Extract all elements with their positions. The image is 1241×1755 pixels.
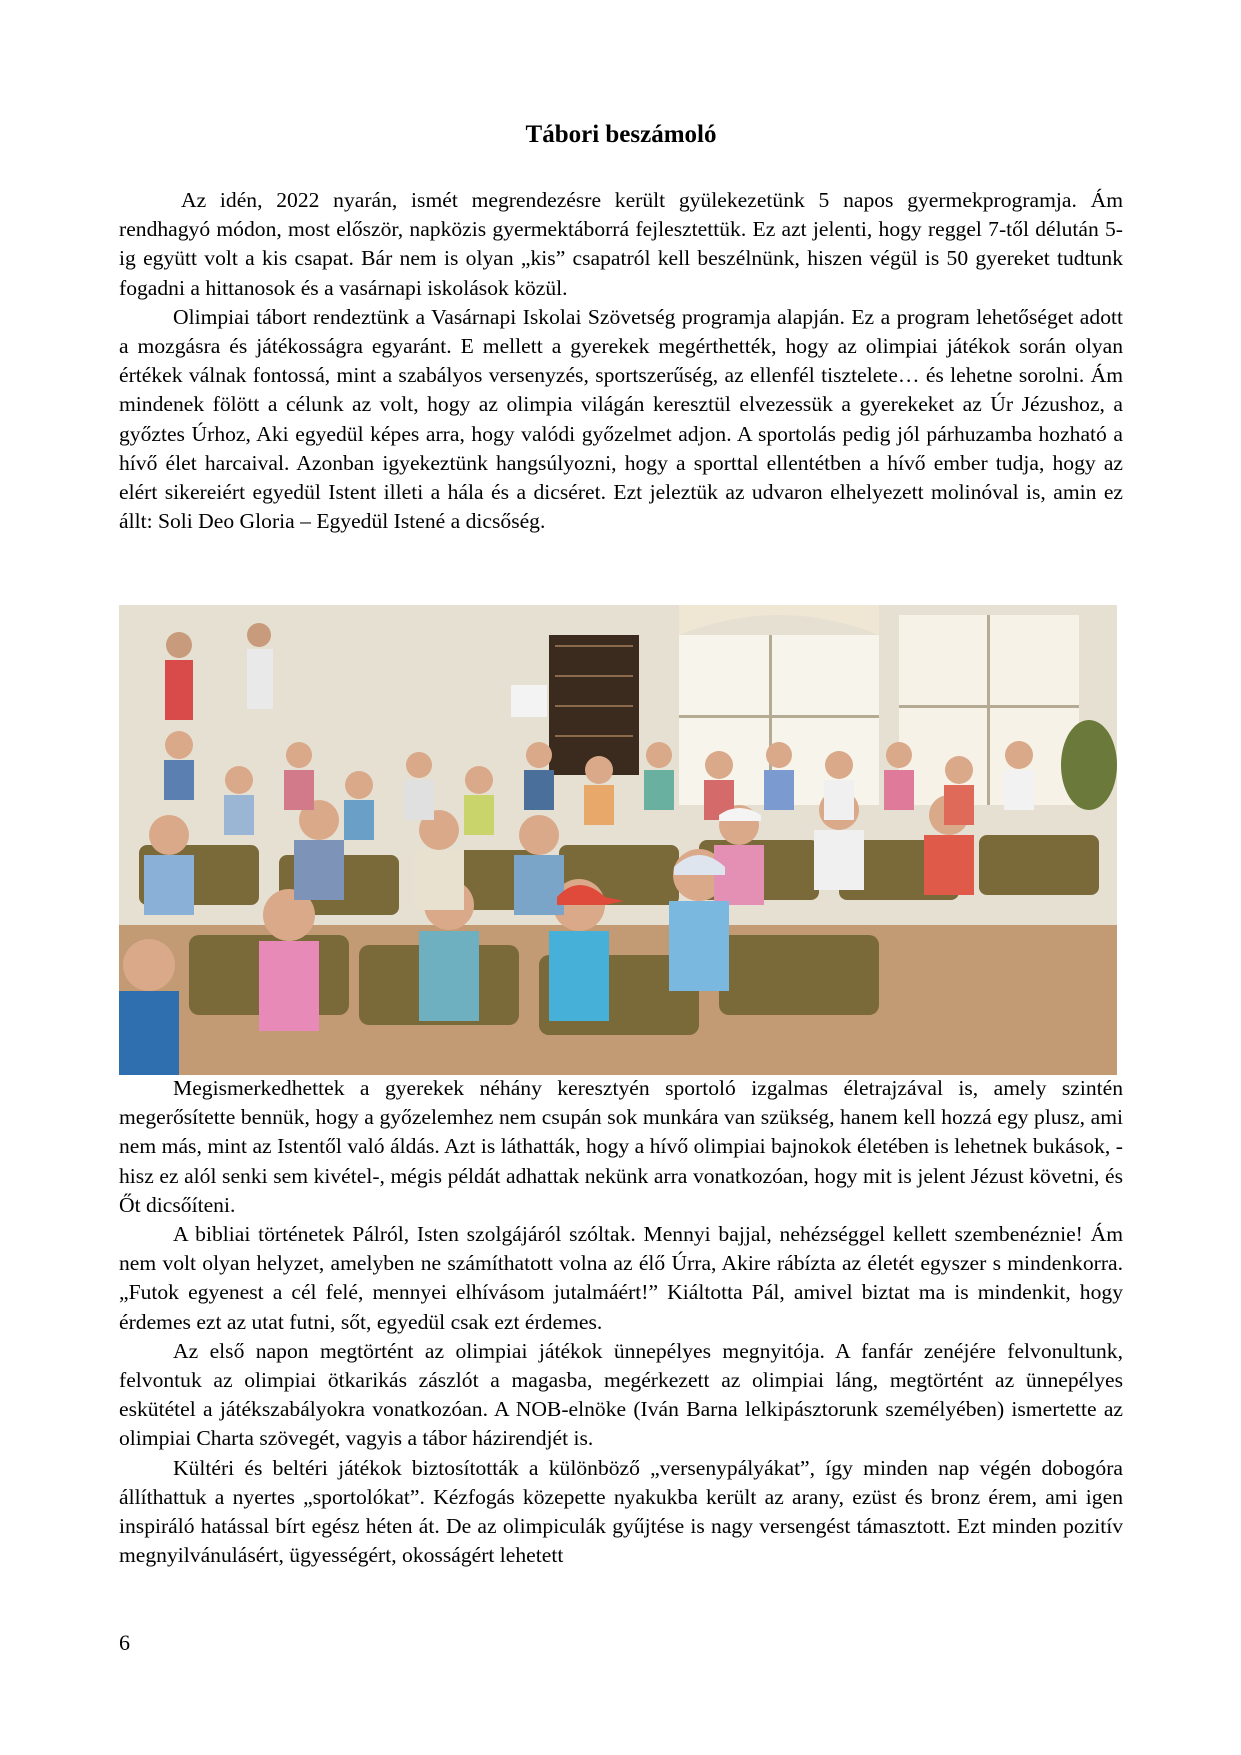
paragraph: Az idén, 2022 nyarán, ismét megrendezésre került gyülekezetünk 5 napos gyermekprogramja. Ám rendhagyó módon, most először, napközis gyermektáborrá fejlesztettük. Ez azt jelenti, hogy reggel 7-től délután 5-ig együtt volt a kis csapat. Bár nem is olyan „kis” csapatról kell beszélnünk, hiszen végül is 50 gyereket tudtunk fogadni a hittanosok és a vasárnapi iskolások közül. [119, 188, 1123, 300]
paragraph: Az első napon megtörtént az olimpiai játékok ünnepélyes megnyitója. A fanfár zenéjére felvonultunk, felvontuk az olimpiai ötkarikás zászlót a magasba, megérkezett az olimpiai láng, megtörtént az ünnepélyes eskütétel a játékszabályokra vonatkozóan. A NOB-elnöke (Iván Barna lelkipásztorunk személyében) ismertette az olimpiai Charta szövegét, vagyis a tábor házirendjét is. [119, 1338, 1123, 1451]
text-block-top [119, 186, 1123, 536]
paragraph: Olimpiai tábort rendeztünk a Vasárnapi Iskolai Szövetség programja alapján. Ez a program lehetőséget adott a mozgásra és játékosságra egyaránt. E mellett a gyerekek megérthették, hogy az olimpiai játékok során olyan értékek válnak fontossá, mint a szabályos versenyzés, sportszerűség, az ellenfél tisztelete… és lehetne sorolni. Ám mindenek fölött a célunk az volt, hogy az olimpia világán keresztül elvezessük a gyerekeket az Úr Jézushoz, a győztes Úrhoz, Aki egyedül képes arra, hogy valódi győzelmet adjon. A sportolás pedig jól párhuzamba hozható a hívő élet harcaival. Azonban igyekeztünk hangsúlyozni, hogy a sporttal ellentétben a hívő ember tudja, hogy az elért sikereiért egyedül Istent illeti a hála és a dicséret. Ezt jeleztük az udvaron elhelyezett molinóval is, amin ez állt: Soli Deo Gloria – Egyedül Istené a dicsőség. [119, 304, 1123, 534]
paragraph: Megismerkedhettek a gyerekek néhány keresztyén sportoló izgalmas életrajzával is, amely szintén megerősítette bennük, hogy a győzelemhez nem csupán sok munkára van szükség, hanem kell hozzá egy plusz, ami nem más, mint az Istentől való áldás. Azt is láthatták, hogy a hívő olimpiai bajnokok életében is lehetnek bukások, -hisz ez alól senki sem kivétel-, mégis példát adhattak nekünk arra vonatkozóan, hogy mit is jelent Jézust követni, és Őt dicsőíteni. [119, 1076, 1123, 1217]
text-block-bottom [119, 1074, 1123, 1570]
paragraph: Kültéri és beltéri játékok biztosították a különböző „versenypályákat”, így minden nap végén dobogóra állíthattuk a nyertes „sportolókat”. Kézfogás közepette nyakukba került az arany, ezüst és bronz érem, ami igen inspiráló hatással bírt egész héten át. De az olimpiculák gyűjtése is nagy versengést támasztott. Ezt minden pozitív megnyilvánulásért, ügyességért, okosságért lehetett [119, 1455, 1123, 1568]
paragraph: A bibliai történetek Pálról, Isten szolgájáról szóltak. Mennyi bajjal, nehézséggel kellett szembenéznie! Ám nem volt olyan helyzet, amelyben ne számíthatott volna az élő Úrra, Akire rábízta az életét egyszer s mindenkorra. „Futok egyenest a cél felé, mennyei elhívásom jutalmáért!” Kiáltotta Pál, amivel biztat ma is mindenkit, hogy érdemes ezt az utat futni, sőt, egyedül csak ezt érdemes. [119, 1222, 1123, 1334]
camp-group-photo [119, 605, 1117, 1075]
page-number: 6 [119, 1630, 130, 1655]
page-title: Tábori beszámoló [525, 121, 717, 148]
